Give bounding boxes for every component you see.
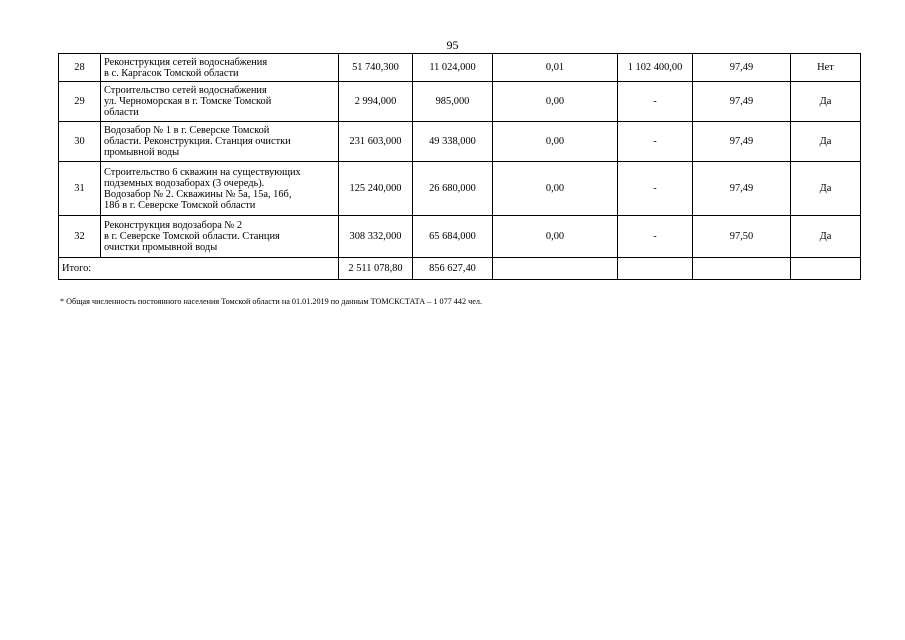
total-cost-sum: 2 511 078,80 [339,258,413,280]
cost-cell: 65 684,000 [413,216,493,258]
empty-cell [618,258,693,280]
status-cell: Да [791,82,861,122]
per-capita-cell: - [618,122,693,162]
status-cell: Да [791,162,861,216]
project-name: Реконструкция сетей водоснабжения в с. Каргасок Томской области [101,54,339,82]
percent-cell: 97,49 [693,162,791,216]
project-name: Строительство 6 скважин на существующих подземных водозаборах (3 очередь). Водозабор № 2. Скважины № 5а, 15а, 16б, 18б в г. Северске Томской области [101,162,339,216]
page-number: 95 [446,38,459,52]
total-cost-cell: 125 240,000 [339,162,413,216]
table-row [59,162,861,216]
status-cell: Да [791,216,861,258]
row-number: 32 [59,216,101,258]
cost-cell: 26 680,000 [413,162,493,216]
cost-cell: 985,000 [413,82,493,122]
empty-cell [791,258,861,280]
row-number: 29 [59,82,101,122]
per-capita-cell: - [618,216,693,258]
status-cell: Да [791,122,861,162]
status-cell: Нет [791,54,861,82]
percent-cell: 97,49 [693,82,791,122]
table-row [59,54,861,82]
total-cost-cell: 2 994,000 [339,82,413,122]
ratio-cell: 0,00 [493,82,618,122]
total-row [59,258,861,280]
percent-cell: 97,49 [693,122,791,162]
per-capita-cell: - [618,82,693,122]
cost-sum: 856 627,40 [413,258,493,280]
row-number: 31 [59,162,101,216]
cost-cell: 11 024,000 [413,54,493,82]
per-capita-cell: - [618,162,693,216]
empty-cell [693,258,791,280]
cost-cell: 49 338,000 [413,122,493,162]
percent-cell: 97,49 [693,54,791,82]
project-name: Реконструкция водозабора № 2 в г. Северске Томской области. Станция очистки промывной воды [101,216,339,258]
empty-cell [493,258,618,280]
table-row [59,216,861,258]
per-capita-cell: 1 102 400,00 [618,54,693,82]
table-row [59,122,861,162]
total-cost-cell: 308 332,000 [339,216,413,258]
ratio-cell: 0,00 [493,216,618,258]
percent-cell: 97,50 [693,216,791,258]
project-name: Строительство сетей водоснабжения ул. Черноморская в г. Томске Томской области [101,82,339,122]
ratio-cell: 0,01 [493,54,618,82]
project-name: Водозабор № 1 в г. Северске Томской области. Реконструкция. Станция очистки промывной воды [101,122,339,162]
ratio-cell: 0,00 [493,122,618,162]
row-number: 28 [59,54,101,82]
footnote: * Общая численность постоянного населения Томской области на 01.01.2019 по данным ТОМСКСТАТА – 1 077 442 чел. [60,297,483,306]
total-label: Итого: [59,258,339,280]
total-cost-cell: 231 603,000 [339,122,413,162]
table-row [59,82,861,122]
row-number: 30 [59,122,101,162]
ratio-cell: 0,00 [493,162,618,216]
water-supply-projects-table [58,53,861,280]
total-cost-cell: 51 740,300 [339,54,413,82]
